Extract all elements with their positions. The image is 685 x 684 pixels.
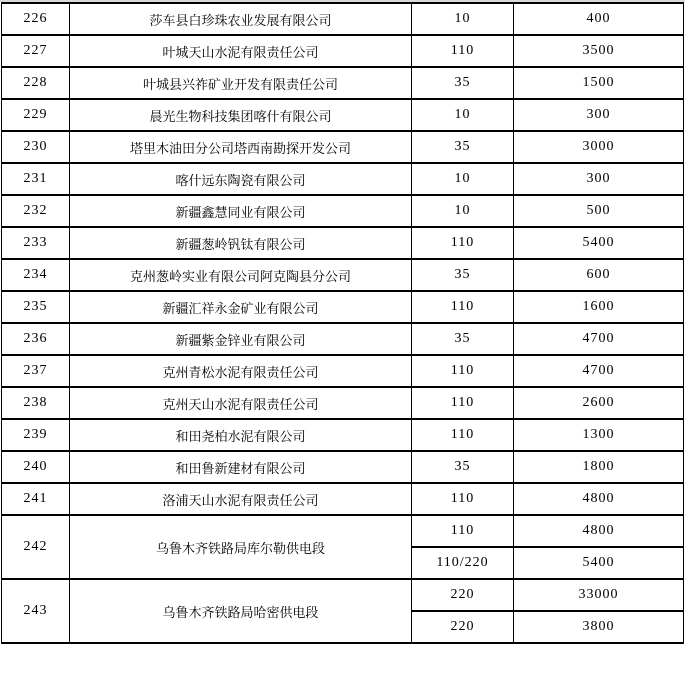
company-name-cell: 洛浦天山水泥有限责任公司 — [70, 483, 412, 515]
row-number-cell: 243 — [2, 579, 70, 643]
table-row — [2, 227, 684, 259]
value-cell: 2600 — [514, 387, 684, 419]
voltage-cell: 110 — [412, 387, 514, 419]
voltage-cell: 35 — [412, 451, 514, 483]
company-name-cell: 叶城天山水泥有限责任公司 — [70, 35, 412, 67]
company-name-cell: 晨光生物科技集团喀什有限公司 — [70, 99, 412, 131]
row-number-cell: 227 — [2, 35, 70, 67]
row-number-cell: 241 — [2, 483, 70, 515]
table-row — [2, 291, 684, 323]
value-cell: 1600 — [514, 291, 684, 323]
company-name-cell: 叶城县兴祚矿业开发有限责任公司 — [70, 67, 412, 99]
voltage-cell: 10 — [412, 163, 514, 195]
voltage-cell: 35 — [412, 131, 514, 163]
row-number-cell: 233 — [2, 227, 70, 259]
value-cell: 5400 — [514, 547, 684, 579]
voltage-cell: 110 — [412, 419, 514, 451]
company-name-cell: 克州葱岭实业有限公司阿克陶县分公司 — [70, 259, 412, 291]
voltage-cell: 110 — [412, 355, 514, 387]
row-number-cell: 229 — [2, 99, 70, 131]
value-cell: 5400 — [514, 227, 684, 259]
row-number-cell: 242 — [2, 515, 70, 579]
value-cell: 1500 — [514, 67, 684, 99]
row-number-cell: 240 — [2, 451, 70, 483]
company-name-cell: 和田尧柏水泥有限公司 — [70, 419, 412, 451]
voltage-cell: 10 — [412, 3, 514, 35]
row-number-cell: 237 — [2, 355, 70, 387]
value-cell: 300 — [514, 99, 684, 131]
table-row — [2, 451, 684, 483]
table-row — [2, 323, 684, 355]
value-cell: 600 — [514, 259, 684, 291]
value-cell: 4800 — [514, 483, 684, 515]
value-cell: 33000 — [514, 579, 684, 611]
value-cell: 3500 — [514, 35, 684, 67]
company-name-cell: 和田鲁新建材有限公司 — [70, 451, 412, 483]
table-row — [2, 131, 684, 163]
voltage-cell: 110/220 — [412, 547, 514, 579]
voltage-cell: 220 — [412, 611, 514, 643]
company-name-cell: 新疆葱岭钒钛有限公司 — [70, 227, 412, 259]
row-number-cell: 228 — [2, 67, 70, 99]
value-cell: 4700 — [514, 323, 684, 355]
voltage-cell: 35 — [412, 67, 514, 99]
company-name-cell: 塔里木油田分公司塔西南勘探开发公司 — [70, 131, 412, 163]
table-row — [2, 195, 684, 227]
company-name-cell: 乌鲁木齐铁路局哈密供电段 — [70, 579, 412, 643]
table-row — [2, 579, 684, 611]
row-number-cell: 238 — [2, 387, 70, 419]
row-number-cell: 235 — [2, 291, 70, 323]
voltage-cell: 110 — [412, 483, 514, 515]
voltage-cell: 110 — [412, 35, 514, 67]
voltage-cell: 110 — [412, 227, 514, 259]
voltage-cell: 35 — [412, 323, 514, 355]
table-row — [2, 355, 684, 387]
table-row — [2, 419, 684, 451]
company-name-cell: 克州天山水泥有限责任公司 — [70, 387, 412, 419]
company-name-cell: 乌鲁木齐铁路局库尔勒供电段 — [70, 515, 412, 579]
value-cell: 500 — [514, 195, 684, 227]
row-number-cell: 230 — [2, 131, 70, 163]
company-data-table — [1, 2, 684, 644]
company-name-cell: 克州青松水泥有限责任公司 — [70, 355, 412, 387]
voltage-cell: 110 — [412, 291, 514, 323]
row-number-cell: 234 — [2, 259, 70, 291]
voltage-cell: 10 — [412, 195, 514, 227]
company-name-cell: 莎车县白珍珠农业发展有限公司 — [70, 3, 412, 35]
value-cell: 4800 — [514, 515, 684, 547]
value-cell: 3800 — [514, 611, 684, 643]
company-name-cell: 新疆鑫慧同业有限公司 — [70, 195, 412, 227]
row-number-cell: 226 — [2, 3, 70, 35]
value-cell: 1300 — [514, 419, 684, 451]
table-row — [2, 259, 684, 291]
table-row — [2, 99, 684, 131]
company-name-cell: 新疆汇祥永金矿业有限公司 — [70, 291, 412, 323]
value-cell: 300 — [514, 163, 684, 195]
value-cell: 4700 — [514, 355, 684, 387]
table-row — [2, 163, 684, 195]
row-number-cell: 232 — [2, 195, 70, 227]
voltage-cell: 220 — [412, 579, 514, 611]
value-cell: 400 — [514, 3, 684, 35]
table-row — [2, 35, 684, 67]
table-row — [2, 387, 684, 419]
voltage-cell: 110 — [412, 515, 514, 547]
company-name-cell: 新疆紫金锌业有限公司 — [70, 323, 412, 355]
row-number-cell: 239 — [2, 419, 70, 451]
row-number-cell: 236 — [2, 323, 70, 355]
voltage-cell: 10 — [412, 99, 514, 131]
table-row — [2, 67, 684, 99]
row-number-cell: 231 — [2, 163, 70, 195]
voltage-cell: 35 — [412, 259, 514, 291]
table-row — [2, 3, 684, 35]
table-row — [2, 483, 684, 515]
company-name-cell: 喀什远东陶瓷有限公司 — [70, 163, 412, 195]
value-cell: 3000 — [514, 131, 684, 163]
table-row — [2, 515, 684, 547]
value-cell: 1800 — [514, 451, 684, 483]
